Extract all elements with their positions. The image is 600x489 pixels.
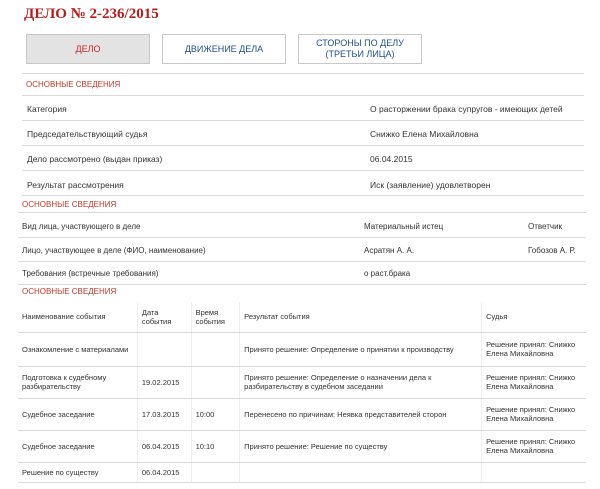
- column-header: Дата события: [137, 302, 191, 332]
- event-name: Судебное заседание: [18, 398, 137, 430]
- participant-row: [18, 262, 586, 285]
- event-name: Подготовка к судебному разбирательству: [18, 366, 137, 398]
- table-header-row: [18, 302, 586, 332]
- column-header: Судья: [482, 302, 586, 332]
- event-judge: Решение принял: Снижко Елена Михайловна: [482, 430, 586, 462]
- info-row: [22, 146, 584, 171]
- event-date: 19.02.2015: [137, 366, 191, 398]
- info-row: [22, 96, 584, 121]
- event-name: Решение по существу: [18, 462, 137, 482]
- participant-label: Лицо, участвующее в деле (ФИО, наименование): [22, 246, 206, 255]
- table-row: [18, 398, 586, 430]
- participant-label: Вид лица, участвующего в деле: [22, 222, 141, 231]
- info-label: Председательствующий судья: [27, 129, 148, 139]
- info-label: Категория: [27, 104, 67, 114]
- info-value: О расторжении брака супругов - имеющих детей: [370, 104, 563, 114]
- participant-label: Требования (встречные требования): [22, 269, 159, 278]
- table-row: [18, 332, 586, 366]
- event-judge: Решение принял: Снижко Елена Михайловна: [482, 332, 586, 366]
- event-time: [191, 332, 240, 366]
- participant-value: Материальный истец: [364, 222, 444, 231]
- info-value: 06.04.2015: [370, 154, 413, 164]
- case-title: ДЕЛО № 2-236/2015: [24, 6, 159, 22]
- event-judge: Решение принял: Снижко Елена Михайловна: [482, 366, 586, 398]
- event-date: [137, 332, 191, 366]
- info-label: Результат рассмотрения: [27, 180, 124, 190]
- participant-value: о раст.брака: [364, 269, 411, 278]
- participant-value: Гобозов А. Р.: [528, 246, 576, 255]
- info-value: Иск (заявление) удовлетворен: [370, 180, 491, 190]
- divider: [22, 73, 584, 74]
- section-title-events: ОСНОВНЫЕ СВЕДЕНИЯ: [22, 287, 117, 296]
- participant-row: [18, 213, 586, 238]
- event-result: Принято решение: Решение по существу: [240, 430, 482, 462]
- column-header: Время события: [191, 302, 240, 332]
- events-table: [18, 302, 586, 483]
- event-result: Принято решение: Определение о принятии к производству: [240, 332, 482, 366]
- event-date: 06.04.2015: [137, 430, 191, 462]
- event-judge: [482, 462, 586, 482]
- column-header: Результат события: [240, 302, 482, 332]
- participant-value: Асратян А. А.: [364, 246, 415, 255]
- table-row: [18, 462, 586, 482]
- tab-parties[interactable]: СТОРОНЫ ПО ДЕЛУ (ТРЕТЬИ ЛИЦА): [298, 34, 422, 64]
- event-time: [191, 366, 240, 398]
- info-label: Дело рассмотрено (выдан приказ): [27, 154, 163, 164]
- info-row: [22, 121, 584, 146]
- event-time: [191, 462, 240, 482]
- info-value: Снижко Елена Михайловна: [370, 129, 479, 139]
- participant-row: [18, 238, 586, 262]
- column-header: Наименование события: [18, 302, 137, 332]
- tab-case-movement[interactable]: ДВИЖЕНИЕ ДЕЛА: [162, 34, 286, 64]
- event-name: Судебное заседание: [18, 430, 137, 462]
- event-time: 10:10: [191, 430, 240, 462]
- event-date: 06.04.2015: [137, 462, 191, 482]
- table-row: [18, 366, 586, 398]
- event-result: [240, 462, 482, 482]
- event-date: 17.03.2015: [137, 398, 191, 430]
- event-judge: Решение принял: Снижко Елена Михайловна: [482, 398, 586, 430]
- section-title-main: ОСНОВНЫЕ СВЕДЕНИЯ: [26, 80, 121, 89]
- event-result: Перенесено по причинам: Неявка представителей сторон: [240, 398, 482, 430]
- section-title-participants: ОСНОВНЫЕ СВЕДЕНИЯ: [22, 200, 117, 209]
- participant-value: Ответчик: [528, 222, 563, 231]
- tab-case[interactable]: ДЕЛО: [26, 34, 150, 64]
- table-row: [18, 430, 586, 462]
- info-row: [22, 171, 584, 196]
- event-name: Ознакомление с материалами: [18, 332, 137, 366]
- event-result: Принято решение: Определение о назначении дела к разбирательству в судебном заседании: [240, 366, 482, 398]
- event-time: 10:00: [191, 398, 240, 430]
